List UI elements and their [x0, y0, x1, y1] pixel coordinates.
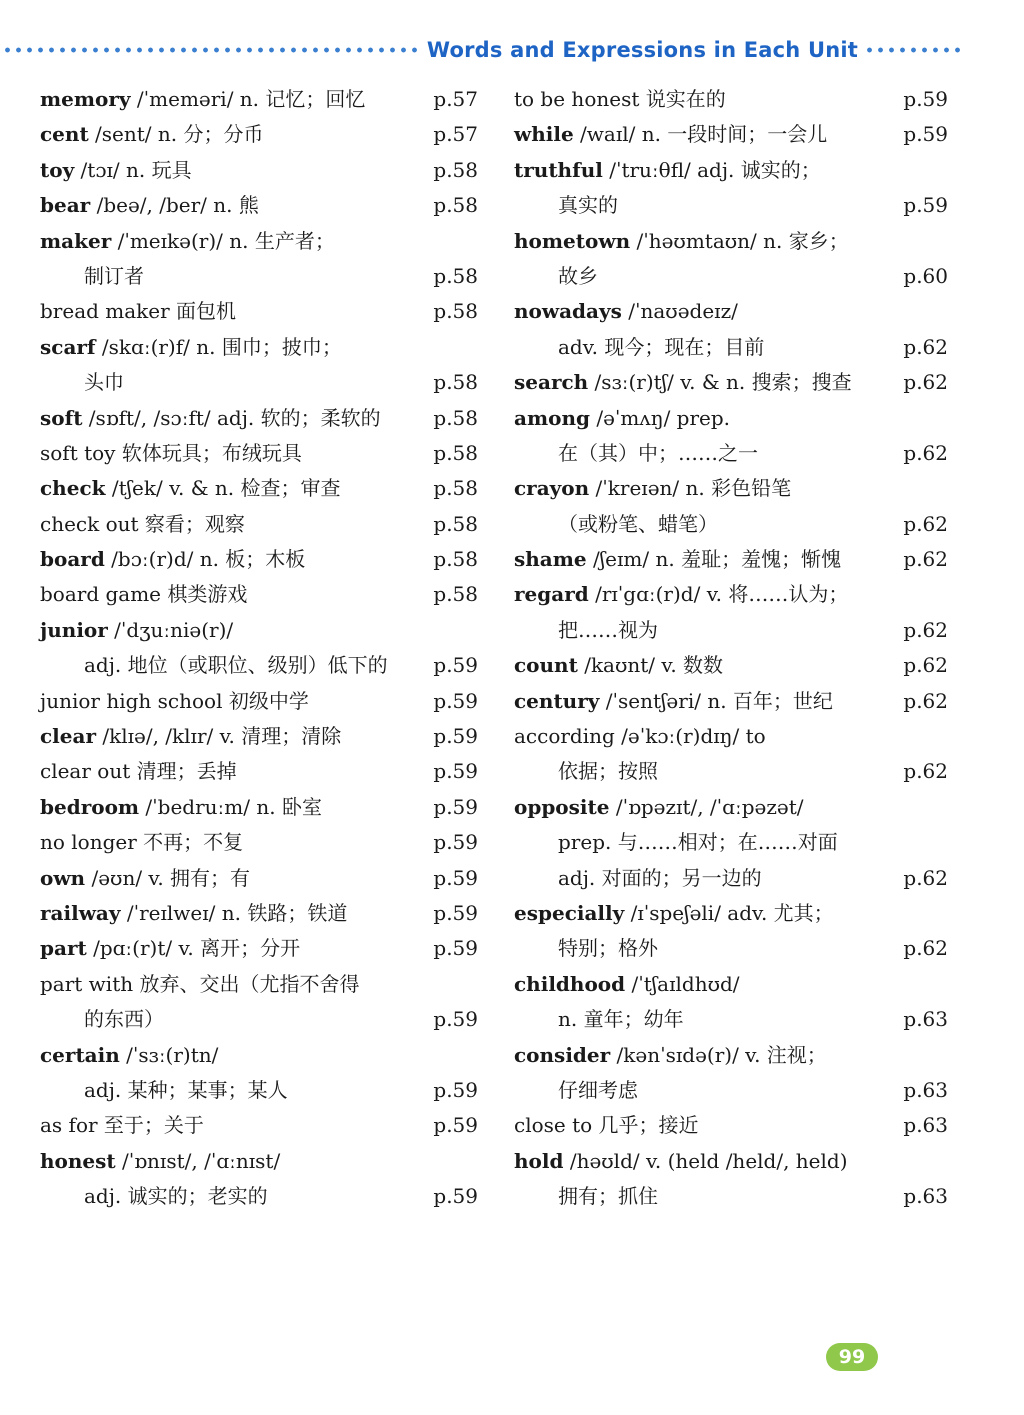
vocab-line [514, 790, 952, 825]
vocab-entry-text [514, 967, 740, 1002]
vocab-line [40, 224, 478, 259]
entry-definition: 把……视为 [558, 617, 658, 642]
entry-definition: /sɜː(r)tʃ/ v. & n. 搜索；搜查 [588, 370, 852, 395]
entry-definition: /tʃek/ v. & n. 检查；审查 [105, 476, 341, 501]
vocab-line [40, 542, 478, 577]
vocab-line [40, 401, 478, 436]
vocab-entry-text [514, 294, 738, 329]
page-reference: p.63 [903, 1007, 948, 1032]
entry-definition: /ˈkreɪәn/ n. 彩色铅笔 [589, 476, 792, 501]
vocab-entry-text [514, 931, 658, 966]
entry-definition: /skɑː(r)f/ n. 围巾；披巾； [95, 334, 342, 359]
vocab-line [40, 330, 478, 365]
headword: regard [514, 582, 589, 607]
headword: part [40, 936, 87, 961]
entry-definition: clear out 清理；丢掉 [40, 759, 237, 784]
entry-definition: /pɑː(r)t/ v. 离开；分开 [86, 936, 301, 961]
page-reference: p.59 [433, 1007, 478, 1032]
vocab-line [514, 82, 952, 117]
vocab-line [514, 577, 952, 612]
vocab-line [40, 436, 478, 471]
headword: consider [514, 1042, 611, 1067]
entry-definition: /ʃeɪm/ n. 羞耻；羞愧；惭愧 [586, 547, 842, 572]
vocab-entry-text [514, 896, 834, 931]
vocab-line [40, 648, 478, 683]
entry-definition: check out 察看；观察 [40, 511, 245, 536]
vocab-line [40, 1002, 478, 1037]
entry-definition: /ˈsɜː(r)tn/ [119, 1042, 219, 1067]
vocab-entry-text [514, 1144, 848, 1179]
headword: crayon [514, 476, 590, 501]
vocab-line [40, 1179, 478, 1214]
vocab-line [514, 1073, 952, 1108]
page-reference: p.57 [433, 87, 478, 111]
vocab-entry-text [514, 1073, 638, 1108]
header-title: Words and Expressions in Each Unit [426, 38, 858, 62]
page-reference: p.57 [433, 122, 478, 147]
entry-definition: /waɪl/ n. 一段时间；一会儿 [573, 122, 828, 147]
vocab-line [40, 967, 478, 1002]
page-reference: p.58 [433, 405, 478, 430]
vocab-entry-text [40, 153, 192, 188]
page-header [0, 34, 960, 66]
page-reference: p.59 [433, 936, 478, 961]
vocab-entry-text [514, 82, 726, 117]
entry-definition: bread maker 面包机 [40, 299, 237, 324]
vocab-entry-text [40, 117, 264, 152]
vocab-line [40, 507, 478, 542]
vocab-entry-text [40, 684, 309, 719]
vocab-entry-text [514, 861, 762, 896]
headword: clear [40, 724, 96, 749]
headword: maker [40, 228, 112, 253]
vocab-line [514, 931, 952, 966]
headword: shame [514, 547, 587, 572]
page-reference: p.59 [433, 653, 478, 678]
vocab-entry-text [40, 330, 342, 365]
entry-definition: /ˈbedruːm/ n. 卧室 [139, 794, 322, 819]
page-reference: p.59 [433, 724, 478, 749]
vocab-entry-text [514, 507, 718, 542]
headword: check [40, 476, 106, 501]
vocab-entry-text [514, 577, 848, 612]
page-reference: p.59 [433, 1077, 478, 1102]
vocab-entry-text [40, 1179, 268, 1214]
vocab-line [40, 365, 478, 400]
headword: memory [40, 87, 131, 111]
page-reference: p.62 [903, 936, 948, 961]
page-reference: p.58 [433, 547, 478, 572]
entry-definition: board game 棋类游戏 [40, 582, 248, 607]
vocab-entry-text [40, 1038, 218, 1073]
headword: junior [40, 617, 108, 642]
headword: soft [40, 405, 83, 430]
page-reference: p.59 [433, 794, 478, 819]
vocab-entry-text [40, 967, 359, 1002]
page-reference: p.59 [433, 830, 478, 855]
vocab-line [514, 967, 952, 1002]
vocab-entry-text [514, 365, 852, 400]
vocab-entry-text [40, 790, 322, 825]
page-reference: p.58 [433, 440, 478, 465]
vocab-line [40, 896, 478, 931]
vocab-line [40, 82, 478, 117]
entry-definition: 制订者 [84, 263, 144, 288]
page-reference: p.62 [903, 865, 948, 890]
vocab-line [40, 294, 478, 329]
entry-definition: adj. 某种；某事；某人 [84, 1077, 288, 1102]
vocab-entry-text [40, 224, 335, 259]
vocab-entry-text [40, 861, 250, 896]
vocab-entry-text [40, 931, 300, 966]
vocab-line [40, 1108, 478, 1143]
vocab-entry-text [514, 117, 827, 152]
vocab-line [40, 1073, 478, 1108]
entry-definition: part with 放弃、交出（尤指不舍得 [40, 971, 360, 996]
entry-definition: adj. 诚实的；老实的 [84, 1184, 268, 1209]
headword: especially [514, 900, 625, 925]
headword: hometown [514, 228, 631, 253]
entry-definition: adj. 地位（或职位、级别）低下的 [84, 653, 388, 678]
entry-definition: /rɪˈgɑː(r)d/ v. 将……认为； [588, 582, 849, 607]
entry-definition: /bɔː(r)d/ n. 板；木板 [104, 547, 306, 572]
entry-definition: adv. 现今；现在；目前 [558, 334, 765, 359]
headword: bedroom [40, 794, 140, 819]
entry-definition: /ˈmemәri/ n. 记忆；回忆 [130, 87, 366, 111]
entry-definition: 头巾 [84, 370, 124, 395]
entry-definition: to be honest 说实在的 [514, 87, 726, 111]
vocab-line [40, 1038, 478, 1073]
page-reference: p.59 [903, 87, 948, 111]
headword: bear [40, 193, 91, 218]
headword: board [40, 547, 105, 572]
page-reference: p.58 [433, 511, 478, 536]
page-reference: p.63 [903, 1184, 948, 1209]
vocab-entry-text [40, 365, 124, 400]
vocab-line [514, 436, 952, 471]
vocab-entry-text [40, 1002, 164, 1037]
vocab-line [40, 931, 478, 966]
entry-definition: as for 至于；关于 [40, 1113, 204, 1138]
entry-definition: /kәnˈsɪdә(r)/ v. 注视； [610, 1042, 827, 1067]
headword: own [40, 865, 86, 890]
headword: railway [40, 900, 121, 925]
vocab-line [514, 401, 952, 436]
vocab-line [514, 896, 952, 931]
vocab-entry-text [40, 542, 305, 577]
entry-definition: /kaʊnt/ v. 数数 [577, 653, 724, 678]
vocab-entry-text [40, 825, 243, 860]
page-reference: p.59 [903, 122, 948, 147]
page-reference: p.58 [433, 476, 478, 501]
headword: opposite [514, 794, 610, 819]
page-reference: p.62 [903, 688, 948, 713]
headword: scarf [40, 334, 96, 359]
page-reference: p.59 [433, 865, 478, 890]
headword: cent [40, 122, 89, 147]
vocab-entry-text [40, 648, 388, 683]
vocab-entry-text [40, 613, 233, 648]
vocab-line [514, 754, 952, 789]
vocab-line [514, 188, 952, 223]
vocab-line [40, 471, 478, 506]
entry-definition: 特别；格外 [558, 936, 658, 961]
vocab-line [514, 648, 952, 683]
vocab-entry-text [514, 825, 838, 860]
page-reference: p.62 [903, 511, 948, 536]
vocab-line [40, 188, 478, 223]
entry-definition: /әˈmʌŋ/ prep. [590, 405, 731, 430]
page-reference: p.62 [903, 617, 948, 642]
vocab-line [514, 259, 952, 294]
page-reference: p.58 [433, 299, 478, 324]
page-reference: p.62 [903, 440, 948, 465]
entry-definition: /ˈnaʊәdeɪz/ [621, 299, 738, 324]
page-reference: p.62 [903, 370, 948, 395]
vocab-line [514, 613, 952, 648]
page-reference: p.63 [903, 1077, 948, 1102]
vocab-line [514, 507, 952, 542]
vocab-line [514, 117, 952, 152]
headword: nowadays [514, 299, 622, 324]
entry-definition: /ˈɒpәzɪt/, /ˈɑːpәzәt/ [609, 794, 804, 819]
page-reference: p.58 [433, 263, 478, 288]
entry-definition: 在（其）中；……之一 [558, 440, 758, 465]
vocab-entry-text [40, 896, 347, 931]
entry-definition: /ˈtʃaɪldhʊd/ [625, 971, 740, 996]
vocab-entry-text [40, 577, 247, 612]
vocab-entry-text [40, 259, 144, 294]
vocab-entry-text [40, 436, 302, 471]
vocab-line [40, 117, 478, 152]
entry-definition: no longer 不再；不复 [40, 830, 244, 855]
vocab-line [514, 224, 952, 259]
page-reference: p.60 [903, 263, 948, 288]
vocab-entry-text [40, 188, 259, 223]
vocab-entry-text [514, 259, 598, 294]
vocab-line [40, 577, 478, 612]
vocab-line [40, 684, 478, 719]
vocab-entry-text [40, 82, 365, 117]
header-dotted-line-right [864, 46, 960, 54]
page-reference: p.62 [903, 653, 948, 678]
vocab-line [514, 542, 952, 577]
vocab-line [40, 153, 478, 188]
vocab-line [40, 754, 478, 789]
entry-definition: close to 几乎；接近 [514, 1113, 699, 1138]
page-reference: p.59 [433, 688, 478, 713]
vocab-entry-text [514, 224, 849, 259]
page-reference: p.58 [433, 157, 478, 182]
vocab-entry-text [40, 401, 381, 436]
vocab-entry-text [40, 719, 341, 754]
entry-definition: /tɔɪ/ n. 玩具 [74, 157, 192, 182]
headword: toy [40, 157, 75, 182]
headword: certain [40, 1042, 120, 1067]
headword: century [514, 688, 600, 713]
entry-definition: /hәʊld/ v. (held /held/, held) [563, 1148, 848, 1173]
page-reference: p.63 [903, 1113, 948, 1138]
vocab-entry-text [514, 1108, 699, 1143]
page-reference: p.58 [433, 582, 478, 607]
vocab-line [514, 861, 952, 896]
vocab-line [40, 861, 478, 896]
entry-definition: /ˈdʒuːniә(r)/ [107, 617, 234, 642]
vocab-entry-text [514, 188, 618, 223]
headword: childhood [514, 971, 626, 996]
entry-definition: 仔细考虑 [558, 1077, 638, 1102]
page-reference: p.58 [433, 370, 478, 395]
vocab-entry-text [514, 790, 804, 825]
vocab-line [514, 294, 952, 329]
page-reference: p.58 [433, 193, 478, 218]
vocab-entry-text [514, 684, 833, 719]
vocab-line [514, 719, 952, 754]
vocab-line [40, 790, 478, 825]
headword: search [514, 370, 589, 395]
entry-definition: /sent/ n. 分；分币 [88, 122, 264, 147]
entry-definition: 真实的 [558, 193, 618, 218]
entry-definition: 依据；按照 [558, 759, 658, 784]
entry-definition: /ɪˈspeʃәli/ adv. 尤其； [624, 900, 834, 925]
left-column [40, 82, 478, 1215]
headword: hold [514, 1148, 564, 1173]
vocab-line [40, 825, 478, 860]
entry-definition: prep. 与……相对；在……对面 [558, 830, 838, 855]
header-dotted-line-left [2, 46, 419, 54]
vocab-line [514, 1144, 952, 1179]
entry-definition: 的东西） [84, 1007, 164, 1032]
vocab-line [514, 153, 952, 188]
page-reference: p.62 [903, 547, 948, 572]
vocab-entry-text [40, 1144, 280, 1179]
entry-definition: soft toy 软体玩具；布绒玩具 [40, 440, 302, 465]
entry-definition: /beә/, /ber/ n. 熊 [90, 193, 259, 218]
entry-definition: junior high school 初级中学 [40, 688, 309, 713]
vocab-line [514, 365, 952, 400]
vocab-line [514, 1002, 952, 1037]
vocab-entry-text [40, 754, 237, 789]
headword: truthful [514, 157, 603, 182]
page-reference: p.59 [433, 759, 478, 784]
vocab-entry-text [514, 613, 658, 648]
vocab-entry-text [514, 542, 841, 577]
page-reference: p.59 [433, 1113, 478, 1138]
entry-definition: （或粉笔、蜡笔） [558, 511, 718, 536]
entry-definition: /ˈtruːθfl/ adj. 诚实的； [602, 157, 821, 182]
entry-definition: /әʊn/ v. 拥有；有 [85, 865, 251, 890]
vocab-line [40, 613, 478, 648]
vocab-line [514, 1038, 952, 1073]
page-reference: p.62 [903, 759, 948, 784]
vocab-entry-text [514, 436, 758, 471]
vocab-entry-text [40, 1108, 204, 1143]
right-column [514, 82, 952, 1215]
page-reference: p.59 [433, 1184, 478, 1209]
vocab-entry-text [40, 471, 341, 506]
vocab-entry-text [40, 294, 236, 329]
vocab-entry-text [514, 1002, 684, 1037]
entry-definition: 拥有；抓住 [558, 1184, 658, 1209]
vocab-line [40, 1144, 478, 1179]
vocab-line [40, 719, 478, 754]
entry-definition: 故乡 [558, 263, 598, 288]
vocab-entry-text [514, 1179, 658, 1214]
headword: honest [40, 1148, 116, 1173]
page-reference: p.59 [903, 193, 948, 218]
page-reference: p.62 [903, 334, 948, 359]
page-number-badge: 99 [826, 1343, 878, 1371]
vocab-entry-text [514, 401, 730, 436]
vocab-entry-text [514, 719, 766, 754]
entry-definition: n. 童年；幼年 [558, 1007, 684, 1032]
vocab-line [514, 330, 952, 365]
vocab-entry-text [40, 507, 245, 542]
vocab-entry-text [514, 330, 764, 365]
vocab-line [514, 1108, 952, 1143]
entry-definition: adj. 对面的；另一边的 [558, 865, 762, 890]
vocab-entry-text [514, 471, 791, 506]
page-reference: p.59 [433, 900, 478, 925]
vocab-entry-text [514, 1038, 827, 1073]
vocab-line [514, 684, 952, 719]
vocab-entry-text [40, 1073, 288, 1108]
entry-definition: /ˈsentʃәri/ n. 百年；世纪 [599, 688, 833, 713]
vocab-entry-text [514, 754, 658, 789]
headword: count [514, 653, 578, 678]
entry-definition: /ˈɒnɪst/, /ˈɑːnɪst/ [115, 1148, 281, 1173]
headword: while [514, 122, 574, 147]
vocab-line [514, 471, 952, 506]
vocab-line [514, 1179, 952, 1214]
vocab-entry-text [514, 648, 723, 683]
entry-definition: /sɒft/, /sɔːft/ adj. 软的；柔软的 [82, 405, 381, 430]
entry-definition: /klɪә/, /klɪr/ v. 清理；清除 [96, 724, 342, 749]
vocab-line [40, 259, 478, 294]
vocab-entry-text [514, 153, 821, 188]
entry-definition: /ˈmeɪkә(r)/ n. 生产者； [111, 228, 335, 253]
entry-definition: according /әˈkɔː(r)dɪŋ/ to [514, 724, 766, 749]
entry-definition: /ˈhәʊmtaʊn/ n. 家乡； [630, 228, 849, 253]
headword: among [514, 405, 590, 430]
vocab-line [514, 825, 952, 860]
entry-definition: /ˈreɪlweɪ/ n. 铁路；铁道 [120, 900, 348, 925]
